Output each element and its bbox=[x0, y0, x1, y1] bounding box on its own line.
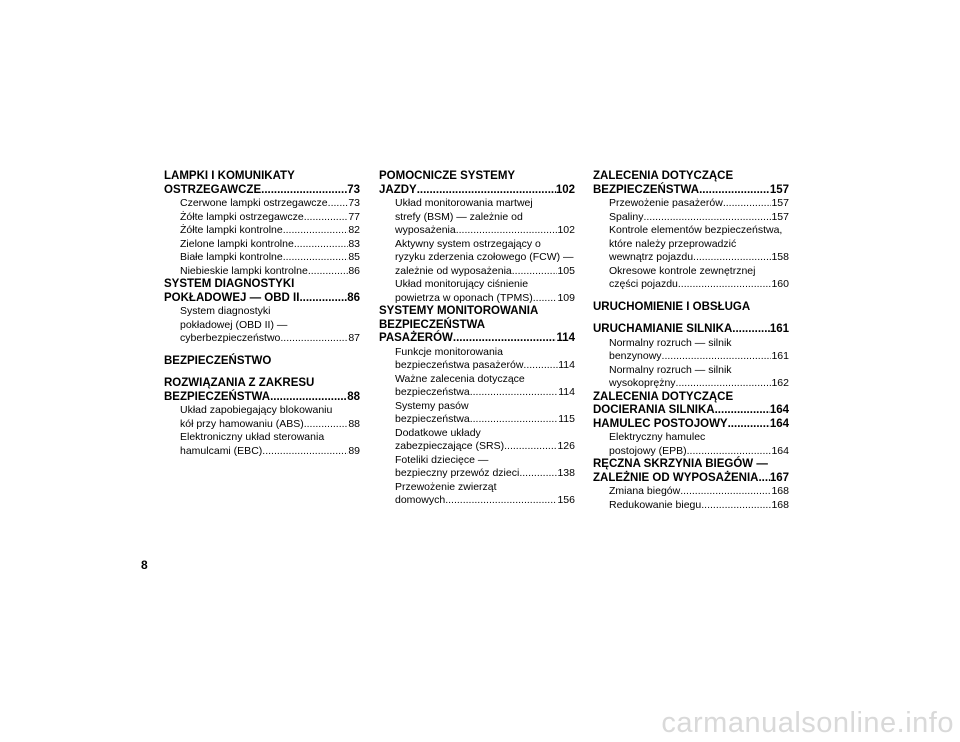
toc-page-number: 83 bbox=[348, 237, 360, 250]
toc-entry-line: strefy (BSM) — zależnie od bbox=[395, 210, 523, 223]
toc-section-entry bbox=[379, 305, 575, 346]
toc-entry-title: Białe lampki kontrolne bbox=[180, 251, 283, 263]
toc-subentry bbox=[395, 197, 575, 238]
toc-entry-line: Elektroniczny układ sterowania bbox=[180, 431, 325, 443]
toc-entry-title: wyposażenia bbox=[395, 224, 456, 236]
toc-subentry bbox=[395, 238, 575, 279]
toc-entry-line: BEZPIECZEŃSTWA bbox=[379, 318, 486, 331]
toc-entry-title: bezpieczeństwa bbox=[395, 413, 470, 425]
toc-page-number: 157 bbox=[769, 183, 789, 196]
toc-entry-title: bezpieczeństwa pasażerów bbox=[395, 359, 524, 371]
toc-page-number: 168 bbox=[771, 485, 789, 497]
toc-leader-dots bbox=[445, 494, 557, 508]
toc-entry-last-line bbox=[180, 418, 360, 432]
toc-subentry bbox=[609, 337, 789, 364]
toc-subentry bbox=[395, 373, 575, 400]
toc-entry-last-line bbox=[593, 418, 789, 432]
toc-subentry bbox=[609, 211, 789, 225]
toc-entry-title: zależnie od wyposażenia bbox=[395, 264, 512, 277]
toc-leader-dots bbox=[715, 404, 770, 418]
toc-entry-last-line bbox=[379, 332, 575, 346]
toc-page-number: 160 bbox=[771, 278, 789, 290]
toc-entry-line: Układ monitorujący ciśnienie bbox=[395, 278, 529, 290]
toc-entry-title: OSTRZEGAWCZE bbox=[164, 183, 262, 196]
toc-section-entry bbox=[164, 278, 360, 305]
toc-entry-last-line bbox=[609, 350, 789, 364]
toc-entry-last-line bbox=[180, 238, 360, 252]
toc-subentry bbox=[609, 265, 789, 292]
toc-entry-last-line bbox=[180, 197, 360, 211]
toc-entry-line: Przewożenie zwierząt bbox=[395, 480, 497, 493]
toc-leader-dots bbox=[504, 440, 557, 454]
toc-page-number: 126 bbox=[557, 440, 575, 452]
toc-entry-last-line bbox=[180, 332, 360, 346]
toc-entry-last-line bbox=[609, 278, 789, 292]
toc-entry-title: wewnątrz pojazdu bbox=[609, 251, 694, 263]
toc-entry-line: LAMPKI I KOMUNIKATY bbox=[164, 170, 295, 182]
toc-entry-last-line bbox=[180, 211, 360, 225]
toc-entry-last-line bbox=[180, 251, 360, 265]
toc-entry-title: Redukowanie biegu bbox=[609, 498, 702, 511]
toc-entry-line: Normalny rozruch — silnik bbox=[609, 363, 732, 376]
toc-leader-dots bbox=[523, 359, 558, 373]
toc-entry-last-line bbox=[395, 292, 575, 306]
toc-subentry bbox=[395, 400, 575, 427]
toc-entry-line: ZALECENIA DOTYCZĄCE bbox=[593, 170, 734, 182]
toc-section-entry bbox=[593, 170, 789, 197]
toc-leader-dots bbox=[758, 472, 769, 486]
toc-entry-title: Niebieskie lampki kontrolne bbox=[180, 264, 308, 277]
toc-entry-last-line bbox=[180, 265, 360, 279]
toc-leader-dots bbox=[308, 265, 349, 279]
toc-entry-title: bezpieczny przewóz dzieci bbox=[395, 467, 520, 479]
toc-subentry bbox=[395, 427, 575, 454]
toc-entry-line: Kontrole elementów bezpieczeństwa, bbox=[609, 224, 783, 236]
toc-entry-title: BEZPIECZEŃSTWA bbox=[593, 183, 700, 196]
toc-leader-dots bbox=[687, 445, 772, 459]
toc-entry-last-line bbox=[609, 445, 789, 459]
toc-section-entry bbox=[593, 323, 789, 337]
toc-page-number: 157 bbox=[771, 210, 789, 223]
toc-chapter-heading: URUCHOMIENIE I OBSŁUGA bbox=[593, 300, 751, 313]
toc-entry-last-line bbox=[395, 265, 575, 279]
toc-entry-line: Funkcje monitorowania bbox=[395, 345, 503, 358]
toc-subentry bbox=[609, 364, 789, 391]
toc-leader-dots bbox=[283, 224, 349, 238]
toc-section-entry bbox=[593, 418, 789, 432]
toc-leader-dots bbox=[299, 292, 347, 306]
toc-entry-last-line bbox=[180, 445, 360, 459]
toc-leader-dots bbox=[732, 323, 770, 337]
toc-leader-dots bbox=[453, 332, 557, 346]
toc-entry-line: SYSTEMY MONITOROWANIA bbox=[379, 305, 539, 317]
toc-leader-dots bbox=[280, 332, 348, 346]
toc-entry-last-line bbox=[395, 440, 575, 454]
toc-entry-title: powietrza w oponach (TPMS) bbox=[395, 291, 533, 304]
toc-leader-dots bbox=[678, 278, 772, 292]
toc-leader-dots bbox=[699, 184, 770, 198]
toc-entry-line: Normalny rozruch — silnik bbox=[609, 336, 732, 349]
toc-entry-title: kół przy hamowaniu (ABS) bbox=[180, 417, 304, 430]
toc-leader-dots bbox=[643, 211, 771, 225]
toc-entry-title: bezpieczeństwa bbox=[395, 386, 470, 398]
toc-entry-last-line bbox=[593, 323, 789, 337]
toc-page-number: 82 bbox=[348, 224, 360, 236]
toc-entry-title: benzynowy bbox=[609, 350, 662, 362]
toc-page-number: 164 bbox=[771, 444, 789, 457]
toc-page-number: 158 bbox=[771, 251, 789, 263]
toc-entry-last-line bbox=[593, 404, 789, 418]
toc-page-number: 73 bbox=[347, 183, 360, 196]
toc-leader-dots bbox=[270, 391, 347, 405]
toc-page-number: 164 bbox=[769, 417, 789, 430]
toc-entry-last-line bbox=[395, 467, 575, 481]
toc-entry-last-line bbox=[609, 377, 789, 391]
toc-subentry bbox=[609, 431, 789, 458]
toc-page-number: 114 bbox=[558, 386, 575, 398]
toc-entry-title: Spaliny bbox=[609, 210, 644, 223]
toc-page-number: 77 bbox=[348, 210, 360, 223]
toc-column-3 bbox=[593, 170, 789, 512]
toc-entry-title: Zielone lampki kontrolne bbox=[180, 237, 294, 250]
toc-subentry bbox=[609, 197, 789, 211]
toc-subentry bbox=[609, 499, 789, 513]
toc-entry-title: ZALEŻNIE OD WYPOSAŻENIA bbox=[593, 471, 759, 484]
toc-subentry bbox=[180, 211, 360, 225]
toc-entry-last-line bbox=[593, 472, 789, 486]
toc-entry-line: Elektryczny hamulec bbox=[609, 431, 706, 443]
toc-leader-dots bbox=[304, 211, 349, 225]
toc-leader-dots bbox=[261, 184, 347, 198]
toc-subentry bbox=[609, 485, 789, 499]
toc-entry-line: Ważne zalecenia dotyczące bbox=[395, 372, 525, 385]
toc-entry-title: JAZDY bbox=[379, 183, 417, 196]
toc-page-number: 161 bbox=[769, 323, 789, 335]
toc-entry-line: Systemy pasów bbox=[395, 399, 469, 412]
toc-entry-last-line bbox=[164, 292, 360, 306]
toc-page-number: 88 bbox=[347, 390, 360, 403]
toc-entry-last-line bbox=[180, 224, 360, 238]
toc-leader-dots bbox=[723, 197, 772, 211]
toc-entry-line: Układ zapobiegający blokowaniu bbox=[180, 404, 333, 416]
watermark: carmanualsonline.info bbox=[661, 707, 954, 739]
toc-entry-title: zabezpieczające (SRS) bbox=[395, 440, 505, 452]
toc-subentry bbox=[180, 265, 360, 279]
toc-subentry bbox=[395, 454, 575, 481]
toc-leader-dots bbox=[470, 386, 559, 400]
toc-page-number: 102 bbox=[555, 183, 575, 196]
toc-leader-dots bbox=[417, 184, 556, 198]
toc-chapter-heading: BEZPIECZEŃSTWO bbox=[164, 354, 272, 367]
toc-page-number: 86 bbox=[348, 264, 360, 277]
toc-leader-dots bbox=[283, 251, 349, 265]
toc-entry-title: Zmiana biegów bbox=[609, 485, 681, 497]
toc-page-number: 162 bbox=[771, 377, 789, 389]
toc-entry-title: hamulcami (EBC) bbox=[180, 444, 263, 457]
toc-entry-last-line bbox=[609, 251, 789, 265]
toc-column-1 bbox=[164, 170, 360, 458]
toc-leader-dots bbox=[728, 418, 770, 432]
toc-entry-line: ROZWIĄZANIA Z ZAKRESU bbox=[164, 377, 315, 389]
toc-page-number: 86 bbox=[347, 291, 360, 304]
toc-entry-line: ZALECENIA DOTYCZĄCE bbox=[593, 390, 734, 403]
toc-leader-dots bbox=[680, 485, 771, 499]
toc-entry-line: RĘCZNA SKRZYNIA BIEGÓW — bbox=[593, 458, 768, 470]
toc-entry-line: Okresowe kontrole zewnętrznej bbox=[609, 264, 756, 277]
toc-subentry bbox=[395, 481, 575, 508]
toc-page-number: 88 bbox=[348, 417, 360, 430]
toc-page-number: 161 bbox=[771, 350, 789, 362]
toc-entry-title: URUCHAMIANIE SILNIKA bbox=[593, 323, 733, 335]
toc-section-entry bbox=[164, 170, 360, 197]
toc-leader-dots bbox=[456, 224, 558, 238]
toc-entry-last-line bbox=[164, 184, 360, 198]
toc-page-number: 114 bbox=[558, 359, 575, 371]
toc-page-number: 138 bbox=[557, 467, 575, 479]
toc-entry-line: ryzyku zderzenia czołowego (FCW) — bbox=[395, 251, 574, 263]
toc-section-entry bbox=[593, 458, 789, 485]
toc-entry-last-line bbox=[593, 184, 789, 198]
toc-entry-last-line bbox=[164, 391, 360, 405]
toc-section-entry bbox=[164, 377, 360, 404]
toc-leader-dots bbox=[693, 251, 771, 265]
toc-entry-line: Foteliki dziecięce — bbox=[395, 453, 489, 466]
toc-entry-last-line bbox=[609, 197, 789, 211]
toc-subentry bbox=[395, 278, 575, 305]
toc-column-2 bbox=[379, 170, 575, 508]
toc-page-number: 164 bbox=[769, 404, 789, 416]
toc-leader-dots bbox=[470, 413, 559, 427]
toc-leader-dots bbox=[262, 445, 348, 459]
toc-entry-last-line bbox=[395, 413, 575, 427]
toc-entry-line: Dodatkowe układy bbox=[395, 426, 481, 439]
toc-page-number: 114 bbox=[556, 332, 575, 344]
toc-subentry bbox=[180, 197, 360, 211]
toc-entry-line: SYSTEM DIAGNOSTYKI bbox=[164, 278, 295, 290]
toc-subentry bbox=[180, 224, 360, 238]
toc-leader-dots bbox=[519, 467, 557, 481]
toc-page-number: 89 bbox=[348, 444, 360, 457]
toc-entry-title: części pojazdu bbox=[609, 278, 678, 290]
toc-entry-line: pokładowej (OBD II) — bbox=[180, 318, 288, 331]
toc-leader-dots bbox=[676, 377, 772, 391]
toc-entry-last-line bbox=[395, 386, 575, 400]
toc-entry-title: Żółte lampki ostrzegawcze bbox=[180, 210, 304, 223]
toc-entry-title: domowych bbox=[395, 494, 446, 506]
toc-entry-title: cyberbezpieczeństwo bbox=[180, 332, 281, 344]
toc-page-number: 109 bbox=[557, 291, 575, 304]
toc-entry-title: BEZPIECZEŃSTWA bbox=[164, 390, 271, 403]
toc-page-number: 73 bbox=[348, 197, 360, 209]
toc-entry-line: które należy przeprowadzić bbox=[609, 237, 737, 250]
toc-entry-last-line bbox=[379, 184, 575, 198]
toc-section-entry bbox=[593, 391, 789, 418]
toc-entry-title: Żółte lampki kontrolne bbox=[180, 224, 283, 236]
toc-page-number: 157 bbox=[771, 197, 789, 209]
toc-leader-dots bbox=[701, 499, 771, 513]
toc-entry-title: Czerwone lampki ostrzegawcze bbox=[180, 197, 328, 209]
toc-page-number: 102 bbox=[557, 224, 575, 236]
toc-page-number: 167 bbox=[769, 471, 789, 484]
toc-subentry bbox=[180, 305, 360, 346]
toc-subentry bbox=[180, 404, 360, 431]
toc-subentry bbox=[180, 238, 360, 252]
toc-section-entry bbox=[379, 170, 575, 197]
toc-entry-title: DOCIERANIA SILNIKA bbox=[593, 404, 715, 416]
toc-entry-line: POMOCNICZE SYSTEMY bbox=[379, 170, 516, 182]
toc-entry-last-line bbox=[609, 499, 789, 513]
toc-page-number: 115 bbox=[558, 413, 575, 425]
toc-page-number: 168 bbox=[771, 498, 789, 511]
toc-entry-title: PASAŻERÓW bbox=[379, 332, 453, 344]
toc-entry-line: Układ monitorowania martwej bbox=[395, 197, 533, 209]
toc-leader-dots bbox=[328, 197, 349, 211]
toc-entry-title: wysokoprężny bbox=[609, 377, 676, 389]
toc-entry-title: Przewożenie pasażerów bbox=[609, 197, 723, 209]
toc-page-number: 85 bbox=[348, 251, 360, 263]
toc-entry-last-line bbox=[609, 211, 789, 225]
toc-subentry bbox=[395, 346, 575, 373]
toc-subentry bbox=[180, 431, 360, 458]
toc-leader-dots bbox=[304, 418, 349, 432]
toc-leader-dots bbox=[294, 238, 349, 252]
toc-page-number: 87 bbox=[348, 332, 360, 344]
toc-entry-title: POKŁADOWEJ — OBD II bbox=[164, 291, 300, 304]
toc-leader-dots bbox=[662, 350, 772, 364]
toc-entry-line: Aktywny system ostrzegający o bbox=[395, 237, 541, 250]
toc-subentry bbox=[609, 224, 789, 265]
toc-entry-title: postojowy (EPB) bbox=[609, 444, 687, 457]
toc-entry-last-line bbox=[395, 359, 575, 373]
toc-leader-dots bbox=[533, 292, 558, 306]
toc-leader-dots bbox=[512, 265, 558, 279]
toc-entry-last-line bbox=[609, 485, 789, 499]
toc-entry-last-line bbox=[395, 494, 575, 508]
toc-entry-line: System diagnostyki bbox=[180, 305, 271, 317]
toc-page-number: 105 bbox=[557, 264, 575, 277]
toc-entry-title: HAMULEC POSTOJOWY bbox=[593, 417, 728, 430]
toc-page-number: 156 bbox=[557, 494, 575, 506]
page-number: 8 bbox=[141, 558, 148, 572]
toc-subentry bbox=[180, 251, 360, 265]
toc-entry-last-line bbox=[395, 224, 575, 238]
